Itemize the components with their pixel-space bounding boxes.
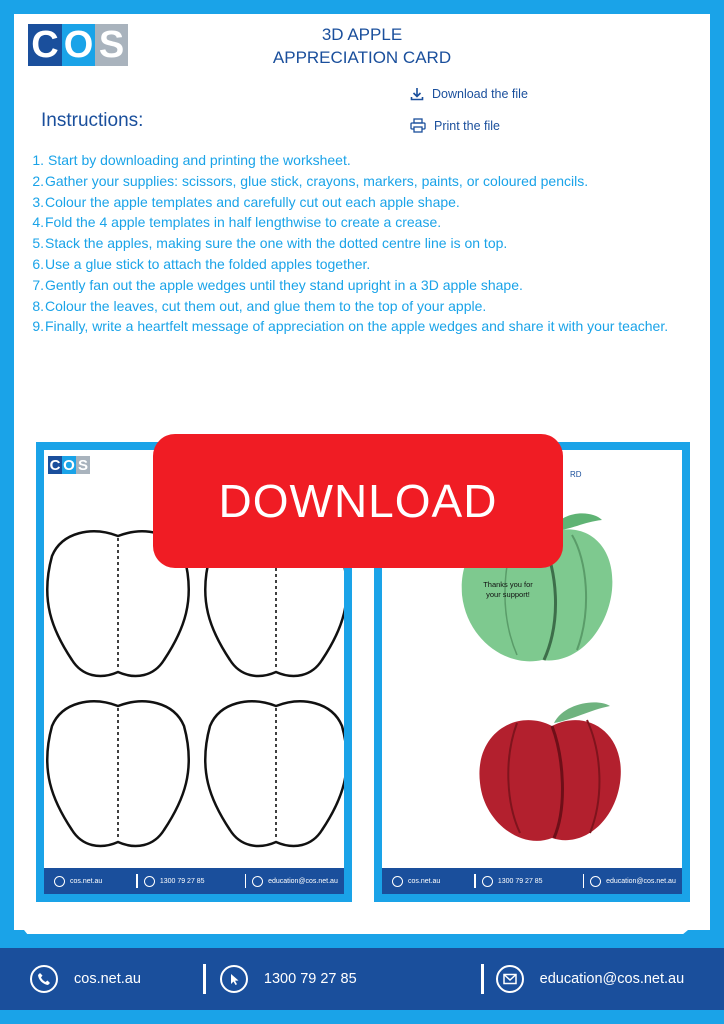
phone-handset-icon	[30, 965, 58, 993]
printer-icon	[410, 118, 426, 133]
email-icon	[252, 876, 263, 887]
list-item: 1. Start by downloading and printing the worksheet.	[32, 152, 351, 168]
list-item: 9. Finally, write a heartfelt message of appreciation on the apple wedges and share it with your teacher.	[32, 318, 669, 335]
list-item: 4. Fold the 4 apple templates in half lengthwise to create a crease.	[32, 214, 442, 231]
email-icon	[590, 876, 601, 887]
instructions-list	[28, 150, 708, 337]
download-button[interactable]: DOWNLOAD	[153, 434, 563, 568]
globe-icon	[392, 876, 403, 887]
cos-logo: C O S	[28, 24, 128, 66]
page-title-line1: 3D APPLE	[321, 25, 403, 44]
apple-outline-graphic	[44, 520, 344, 860]
list-item: 2. Gather your supplies: scissors, glue stick, crayons, markers, paints, or coloured pencils.	[32, 172, 589, 189]
mini-cos-logo: C O S	[49, 456, 88, 474]
download-file-link[interactable]	[410, 87, 528, 101]
footer-site-text: cos.net.au	[74, 971, 141, 987]
footer-divider	[481, 964, 484, 994]
phone-icon	[144, 876, 155, 887]
page-title-line2: APPRECIATION CARD	[272, 48, 452, 67]
list-item: 5. Stack the apples, making sure the one with the dotted centre line is on top.	[32, 235, 508, 252]
footer-divider	[203, 964, 206, 994]
preview-card-label: RD	[570, 470, 582, 479]
print-file-label: Print the file	[434, 118, 501, 133]
preview-footer: cos.net.au 1300 79 27 85 education@cos.net.au	[44, 868, 344, 894]
cursor-click-icon	[220, 965, 248, 993]
envelope-icon	[496, 965, 524, 993]
list-item: 7. Gently fan out the apple wedges until they stand upright in a 3D apple shape.	[32, 276, 523, 293]
red-apple-image	[472, 698, 632, 858]
phone-icon	[482, 876, 493, 887]
download-icon	[410, 87, 424, 101]
instructions-heading: Instructions:	[41, 110, 144, 131]
preview-footer: cos.net.au 1300 79 27 85 education@cos.net.au	[382, 868, 682, 894]
print-file-link[interactable]	[410, 118, 500, 133]
download-file-label: Download the file	[432, 87, 528, 101]
apple-message: Thanks you for your support!	[483, 580, 533, 599]
footer-email[interactable]	[496, 965, 685, 993]
footer-email-text: education@cos.net.au	[539, 971, 685, 987]
bottom-strip	[0, 1010, 724, 1024]
footer-phone[interactable]	[220, 965, 357, 993]
footer-website[interactable]	[30, 965, 141, 993]
list-item: 3. Colour the apple templates and carefully cut out each apple shape.	[32, 193, 460, 210]
globe-icon	[54, 876, 65, 887]
page-footer	[0, 948, 724, 1010]
list-item: 8. Colour the leaves, cut them out, and glue them to the top of your apple.	[32, 297, 487, 314]
footer-phone-text: 1300 79 27 85	[263, 971, 357, 987]
list-item: 6. Use a glue stick to attach the folded apples together.	[32, 255, 371, 272]
